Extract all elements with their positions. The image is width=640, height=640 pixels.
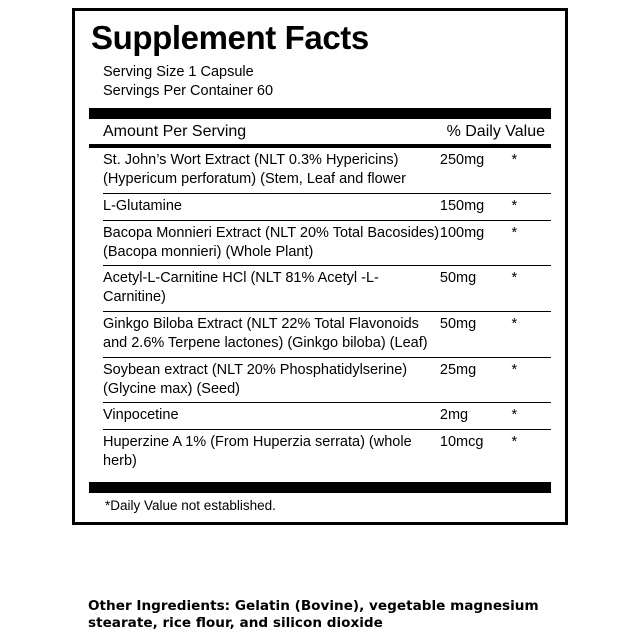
nutrient-name: Ginkgo Biloba Extract (NLT 22% Total Flavonoids and 2.6% Terpene lactones) (Ginkgo biloba) (Leaf) bbox=[103, 312, 440, 358]
nutrient-daily-value: * bbox=[511, 357, 551, 403]
nutrient-name: L-Glutamine bbox=[103, 193, 440, 220]
nutrient-amount: 50mg bbox=[440, 266, 512, 312]
nutrient-name: Bacopa Monnieri Extract (NLT 20% Total Bacosides) (Bacopa monnieri) (Whole Plant) bbox=[103, 220, 440, 266]
servings-per-container: Servings Per Container 60 bbox=[103, 83, 274, 100]
divider-thick-bottom bbox=[89, 482, 551, 493]
table-row bbox=[103, 430, 551, 475]
daily-value-footnote: *Daily Value not established. bbox=[105, 498, 276, 513]
divider-thick-top bbox=[89, 108, 551, 119]
nutrient-amount: 25mg bbox=[440, 357, 512, 403]
header-amount-per-serving: Amount Per Serving bbox=[103, 123, 247, 141]
header-daily-value: % Daily Value bbox=[446, 123, 545, 141]
table-row bbox=[103, 357, 551, 403]
serving-size: Serving Size 1 Capsule bbox=[103, 63, 254, 80]
nutrient-amount: 50mg bbox=[440, 312, 512, 358]
nutrient-name: Vinpocetine bbox=[103, 403, 440, 430]
facts-panel bbox=[72, 8, 568, 525]
table-row bbox=[103, 220, 551, 266]
nutrient-amount: 2mg bbox=[440, 403, 512, 430]
nutrient-daily-value: * bbox=[511, 193, 551, 220]
table-row bbox=[103, 193, 551, 220]
nutrient-daily-value: * bbox=[511, 312, 551, 358]
nutrient-name: Acetyl-L-Carnitine HCl (NLT 81% Acetyl -L-Carnitine) bbox=[103, 266, 440, 312]
nutrient-daily-value: * bbox=[511, 266, 551, 312]
nutrient-amount: 250mg bbox=[439, 152, 485, 169]
table-row bbox=[103, 148, 551, 193]
nutrient-amount: 10mcg bbox=[440, 430, 512, 475]
nutrient-amount: 100mg bbox=[440, 220, 512, 266]
table-row bbox=[103, 403, 551, 430]
nutrient-table bbox=[103, 148, 551, 475]
other-ingredients: Other Ingredients: Gelatin (Bovine), vegetable magnesium stearate, rice flour, and silicon dioxide bbox=[88, 598, 539, 632]
table-row bbox=[103, 266, 551, 312]
nutrient-name: Soybean extract (NLT 20% Phosphatidylserine) (Glycine max) (Seed) bbox=[103, 357, 440, 403]
nutrient-daily-value: * bbox=[511, 403, 551, 430]
nutrient-daily-value: * bbox=[511, 220, 551, 266]
table-row bbox=[103, 312, 551, 358]
nutrient-daily-value: * bbox=[511, 152, 518, 169]
nutrient-name: St. John’s Wort Extract (NLT 0.3% Hypericins) (Hypericum perforatum) (Stem, Leaf and flower bbox=[103, 152, 406, 188]
table-header bbox=[103, 119, 551, 144]
nutrient-name: Huperzine A 1% (From Huperzia serrata) (whole herb) bbox=[103, 430, 440, 475]
nutrient-amount: 150mg bbox=[440, 193, 512, 220]
nutrient-daily-value: * bbox=[511, 430, 551, 475]
page-title: Supplement Facts bbox=[91, 19, 369, 56]
